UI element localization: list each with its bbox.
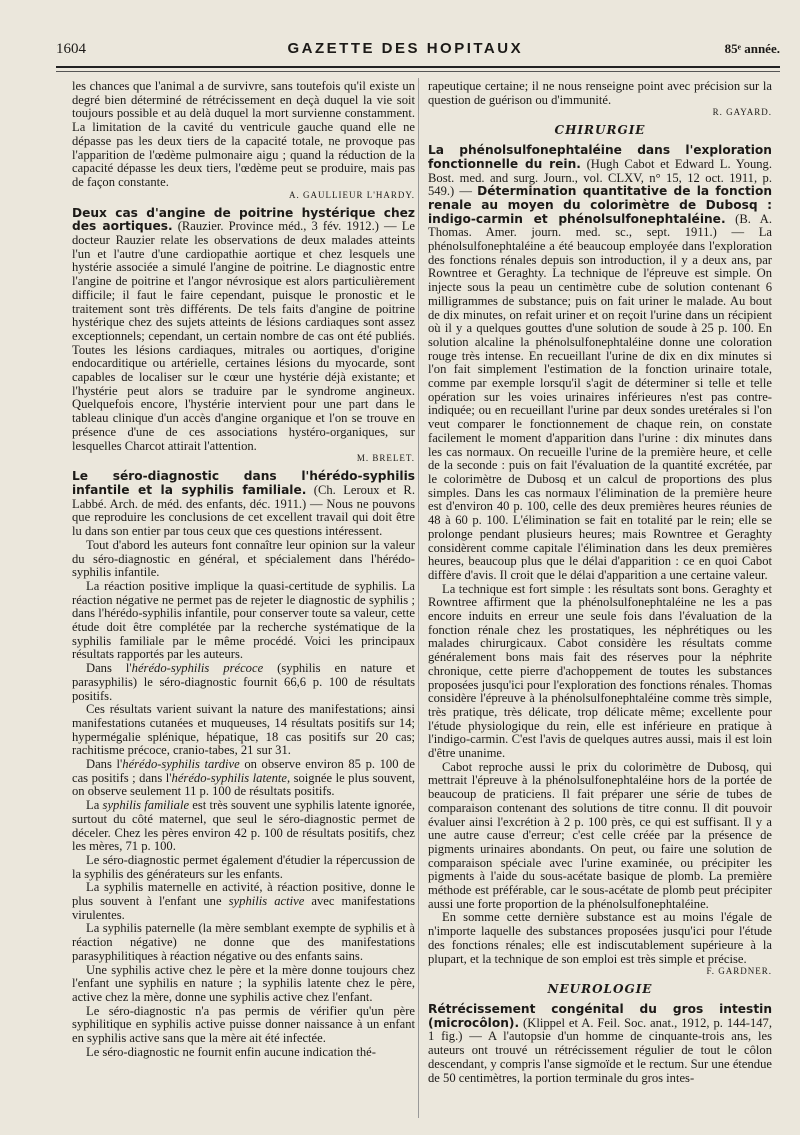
article-reference: (Klippel et A. Feil. Soc. anat., 1912, p. 144-147, 1 fig.) — bbox=[428, 1015, 773, 1044]
article-text: La phénolsulfonephtaléine a été beaucoup employée dans l'exploration des fonctions rénales depuis son introduction, il y a deux ans, par Rowntree et Geraghty. La technique de l'épreuve est simple. On injecte sous la peau un centimètre cube de solution contenant 6 milligrammes de substance; puis on fait uriner le malade. Au bout de dix minutes, on refait uriner et on reçoit l'urine dans un récipient où il y a quelques gouttes d'une solution de soude à 25 p. 100. En solution alcaline la phénolsulfonephtaléine donne une coloration rouge très intense. En recueillant l'urine de dix en dix minutes si l'on fait simplement l'estimation de la fonction urinaire totale, comme par exemple lorsqu'il s'agit de déterminer si telle et telle opération sur les voies urinaires inférieures n'est pas contre-indiquée; ou en recueillant l'urine par deux sondes uretérales si l'on veut comparer le fonctionnement de chaque rein, on constate facilement le moment d'apparition dans l'urine : dix minutes dans les cas normaux. On recueille l'urine de la première heure, et celle de la seconde : puis on fait l'évaluation de la quantité excrétée, par le colorimètre de Dubosq et un calcul de proportions des plus simples. Dans les cas normaux l'élimination de la première heure est d'environ 40 p. 100, celle des deux premières heures réunies de 48 à 60 p. 100. L'élimination se fait en totalité par le rein; elle se prolonge pendant plusieurs heures; mais Rowntree et Geraghty considèrent comme capitale l'élimination dans les deux premières heures, beaucoup plus que le délai d'apparition : ce en quoi Cabot diffère d'avis. Il croit que le délai d'apparition a une certaine valeur. bbox=[428, 225, 772, 582]
paragraph: La syphilis maternelle en activité, à réaction positive, donne le plus souvent à l'enfant une syphilis active avec manifestations virulentes. bbox=[72, 880, 415, 922]
article-header bbox=[72, 470, 415, 539]
paragraph: En somme cette dernière substance est au moins l'égale de n'importe laquelle des substances proposées jusqu'ici pour l'étude des fonctions rénales; elle est indiscutablement supérieure à la plupart, et la technique de son emploi est très simple et précise. bbox=[428, 910, 772, 966]
section-heading: NEUROLOGIE bbox=[547, 982, 653, 997]
signature: F. GARDNER. bbox=[706, 966, 772, 977]
article-title: Détermination quantitative de la fonction renale au moyen du colorimètre de Dubosq : indigo-carmin et phénolsulfonephtaléine. bbox=[428, 184, 772, 226]
journal-title: GAZETTE DES HOPITAUX bbox=[287, 40, 524, 57]
paragraph: Cabot reproche aussi le prix du colorimètre de Dubosq, qui mettrait l'épreuve à la phénolsulfonephtaléine hors de la portée de beaucoup de praticiens. Il fait préparer une série de tubes de comparaison contenant des solutions de titre connu. Il dit pouvoir évaluer ainsi l'excrétion à 2 p. 100 près, ce qui est suffisant. Il y a une autre cause d'erreur; c'est celle créée par la présence de pigments urinaires abondants. On peut, ou faire une solution de comparaison spéciale avec l'urine examinée, ou précipiter les pigments à l'aide du sous-acétate basique de plomb. La première méthode est préférable, car le sous-acétate de plomb peut précipiter aussi une forte proportion de la phénolsulfonephtaléine. bbox=[428, 759, 772, 911]
signature: M. BRELET. bbox=[356, 453, 415, 464]
article-reference: (Ch. Leroux et R. Labbé. Arch. de méd. des enfants, déc. 1911.) — bbox=[72, 482, 415, 511]
header-rule-thin bbox=[56, 71, 780, 72]
paragraph: La syphilis familiale est très souvent une syphilis latente ignorée, surtout du côté maternel, que seul le séro-diagnostic permet de déceler. Chez les pères environ 42 p. 100 de résultats positifs, chez les mères, 71 p. 100. bbox=[72, 798, 416, 854]
section-heading: CHIRURGIE bbox=[554, 123, 646, 138]
article-title: Rétrécissement congénital du gros intestin (microcôlon). bbox=[428, 1002, 772, 1030]
article-reference: (Hugh Cabot et Edward L. Young. Bost. med. and surg. Journ., vol. CLXV, n° 15, 12 oct. 1911, p. 549.) — bbox=[428, 156, 772, 199]
article-reference: (Rauzier. Province méd., 3 fév. 1912.) — bbox=[177, 219, 397, 234]
signature: A. GAULLIEUR L'HARDY. bbox=[289, 189, 415, 200]
paragraph: Dans l'hérédo-syphilis tardive on observe environ 85 p. 100 de cas positifs ; dans l'hérédo-syphilis latente, soignée le plus souvent, on observe seulement 11 p. 100 de résultats positifs. bbox=[72, 757, 415, 799]
page-header bbox=[56, 40, 780, 66]
article-header bbox=[428, 1003, 772, 1085]
paragraph: Ces résultats varient suivant la nature des manifestations; ainsi manifestations cutanées et muqueuses, 14 résultats positifs sur 14; hypermégalie splénique, hépatique, 18 cas positifs sur 20 cas; rachitisme précoce, cranio-tabes, 21 sur 31. bbox=[72, 702, 415, 758]
page-number: 1604 bbox=[56, 41, 86, 57]
article-text: Le docteur Rauzier relate les observations de deux malades atteints l'un et l'autre d'une cardiopathie aortique et chez lesquels une hystérie associée a simulé l'angine de poitrine. Le diagnostic entre l'angine de poitrine et l'angor névrosique est alors particulièrement difficile; il faut le faire cependant, puisque le pronostic et le traitement sont très différents. De tels faits d'angine de poitrine hystérique chez des sujets atteints de lésions cardiaques sont assez exceptionnels; cependant, un certain nombre de cas ont été publiés. Toutes les lésions cardiaques, mitrales ou aortiques, d'origine endocarditique ou artérielle, certaines lésions du myocarde, sont capables de localiser sur le cœur une hystérie déjà existante; et l'hystérie peut alors se traduire par le syndrome angineux. Quelquefois encore, l'hystérie intervient pour une part dans le tableau clinique d'un accès d'angine organique et l'on se trouve en présence d'une de ces associations hystéro-organiques, sur lesquelles Charcot attirait l'attention. bbox=[72, 219, 415, 453]
paragraph: Tout d'abord les auteurs font connaître leur opinion sur la valeur du séro-diagnostic en général, et spécialement dans l'hérédo-syphilis infantile. bbox=[72, 537, 415, 580]
journal-year: 85ᵉ année. bbox=[724, 41, 780, 56]
article-title: Le séro-diagnostic dans l'hérédo-syphilis infantile et la syphilis familiale. bbox=[72, 469, 415, 497]
paragraph: Le séro-diagnostic n'a pas permis de vérifier qu'un père syphilitique en syphilis active puisse donner naissance à un enfant en syphilis active sans que la mère ait été infectée. bbox=[72, 1003, 415, 1046]
article-header bbox=[428, 144, 772, 583]
article-header bbox=[72, 207, 415, 454]
article-title: La phénolsulfonephtaléine dans l'exploration fonctionnelle du rein. bbox=[428, 143, 772, 171]
paragraph: La syphilis paternelle (la mère semblant exempte de syphilis et à réaction négative) ne donne que des manifestations parasyphilitiques à réaction négative ou des enfants sains. bbox=[72, 921, 415, 963]
article-reference: (B. A. Thomas. Amer. journ. med. sc., sept. 1911.) — bbox=[428, 211, 772, 240]
left-column bbox=[72, 80, 415, 1060]
header-rule bbox=[56, 66, 780, 68]
signature: R. GAYARD. bbox=[712, 107, 772, 118]
article-title: Deux cas d'angine de poitrine hystérique chez des aortiques. bbox=[72, 205, 415, 234]
column-separator bbox=[418, 78, 419, 1118]
paragraph: les chances que l'animal a de survivre, sans toutefois qu'il existe un degré bien déterminé de rétrécissement en deçà duquel la vie soit toujours possible et au delà duquel la mort survienne constamment. La limitation de la cavité du ventricule gauche quand elle ne dépasse pas les deux tiers de la capacité totale, ne provoque pas l'apparition de l'œdème pulmonaire aigu ; quand la réduction de la capacité dépasse les deux tiers, l'œdème peut se produire, mais pas de façon constante. bbox=[72, 79, 415, 189]
article-text: Nous ne pouvons que reproduire les conclusions de cet excellent travail qui doit être lu dans son entier par tous ceux que ces questions intéressent. bbox=[72, 496, 415, 539]
article-text: A l'autopsie d'un homme de cinquante-trois ans, les auteurs ont trouvé un rétrécissement régulier de tout le côlon descendant, y compris l'anse sigmoïde et le rectum. Sur une étendue de 50 centimètres, la portion terminale du gros intes- bbox=[428, 1029, 772, 1085]
paragraph: Le séro-diagnostic ne fournit enfin aucune indication thé- bbox=[86, 1044, 376, 1059]
right-column bbox=[428, 80, 772, 1085]
paragraph: Dans l'hérédo-syphilis précoce (syphilis en nature et parasyphilis) le séro-diagnostic fournit 66,6 p. 100 de résultats positifs. bbox=[72, 661, 415, 703]
paragraph: La technique est fort simple : les résultats sont bons. Geraghty et Rowntree affirment que la phénolsulfonephtaléine ne les a pas encore induits en erreur une seule fois dans l'évaluation de la fonction rénale chez les prostatiques, les néphrétiques ou les malades chirurgicaux. Cabot considère les résultats comme généralement bons mais fait des réserves pour la néphrite chronique, cette pierre d'achoppement de toutes les substances proposées jusqu'ici pour l'exploration des fonctions rénales. Thomas considère l'épreuve à la phénolsulfonephtaléine comme très simple, très pratique, très délicate, trop délicate même; excellente pour l'étude physiologique du rein, elle est inférieure en pratique à l'indigo-carmin. C'est l'avis de quelques autres aussi, mais il est loin d'être unanime. bbox=[428, 581, 772, 761]
paragraph: Une syphilis active chez le père et la mère donne toujours chez l'enfant une syphilis en nature ; la syphilis latente chez le père, active chez la mère, donne une syphilis active chez l'enfant. bbox=[72, 962, 415, 1004]
paragraph: Le séro-diagnostic permet également d'étudier la répercussion de la syphilis des générateurs sur les enfants. bbox=[72, 852, 415, 881]
paragraph: La réaction positive implique la quasi-certitude de syphilis. La réaction négative ne permet pas de rejeter le diagnostic de syphilis ; dans l'hérédo-syphilis infantile, pour conserver toute sa valeur, cette étude doit être complétée par la recherche systématique de la syphilis familiale par le même procédé. Voici les principaux résultats rapportés par les auteurs. bbox=[72, 578, 415, 662]
paragraph: rapeutique certaine; il ne nous renseigne point avec précision sur la question de guérison ou d'immunité. bbox=[428, 79, 772, 107]
